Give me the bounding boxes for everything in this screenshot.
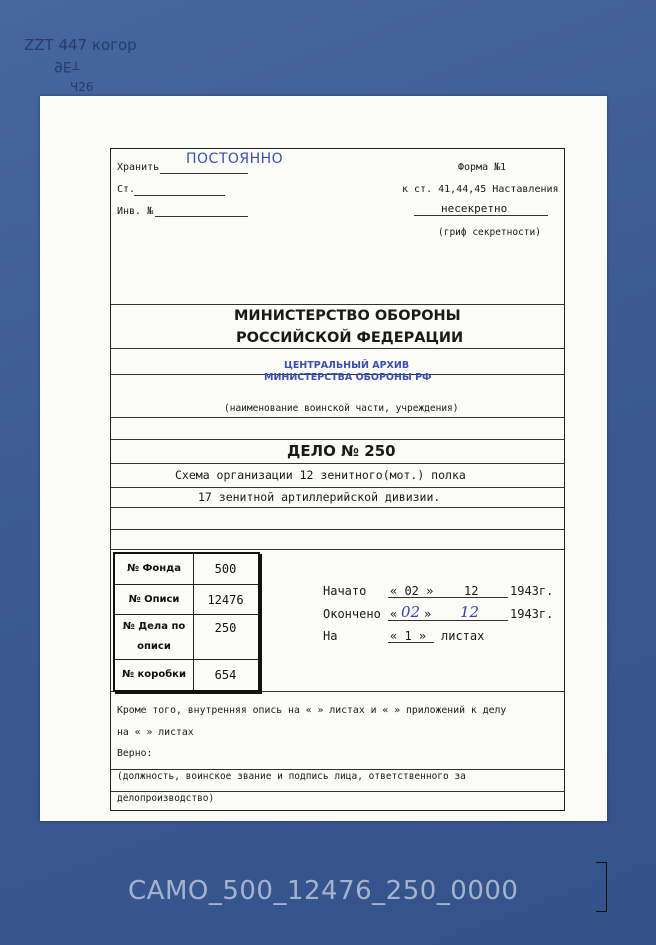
rule (111, 463, 564, 464)
rule (111, 791, 564, 792)
archive-watermark: CAMO_500_12476_250_0000 (128, 876, 519, 906)
sheets-value: « 1 » (390, 629, 427, 643)
sheets-underline (388, 642, 434, 643)
folder-scrawl-1: ZZT 447 когор (24, 36, 137, 54)
rule (111, 769, 564, 770)
st-label: Ст. (117, 184, 136, 195)
rule (111, 439, 564, 440)
start-label: Начато (323, 584, 367, 598)
end-day-handwritten: 02 (401, 603, 421, 621)
rule (111, 549, 564, 550)
inv-underline (155, 216, 248, 217)
end-day-close: » (424, 607, 432, 621)
archive-stamp-line-2: МИНИСТЕРСТВА ОБОРОНЫ РФ (264, 372, 432, 383)
start-underline (388, 597, 508, 598)
rule (111, 348, 564, 349)
keep-label: Хранить (117, 162, 160, 173)
verified-label: Верно: (117, 748, 153, 759)
rule (111, 417, 564, 418)
sheets-unit: листах (441, 629, 485, 643)
archive-stamp-line-1: ЦЕНТРАЛЬНЫЙ АРХИВ (284, 360, 410, 371)
archive-index-table (113, 552, 260, 692)
case-description-1: Схема организации 12 зенитного(мот.) полка (175, 468, 466, 482)
index-label: № Фонда (115, 554, 194, 584)
form-number: Форма №1 (458, 162, 507, 173)
index-label: № коробки (115, 660, 194, 690)
ministry-line-1: МИНИСТЕРСТВО ОБОРОНЫ (234, 308, 461, 324)
index-row-fond (115, 554, 258, 585)
folder-scrawl-2: 9Ет (54, 58, 80, 74)
st-underline (134, 195, 225, 196)
index-row-opis (115, 585, 258, 615)
index-label: № Описи (115, 585, 194, 614)
rule (111, 507, 564, 508)
case-description-2: 17 зенитной артиллерийской дивизии. (198, 490, 441, 504)
unit-caption: (наименование воинской части, учреждения) (224, 403, 459, 414)
index-value: 12476 (207, 592, 244, 607)
secrecy-value: несекретно (441, 202, 508, 215)
index-row-box (115, 660, 258, 690)
end-year: 1943г. (510, 607, 554, 621)
end-underline (388, 620, 508, 621)
case-title: ДЕЛО № 250 (287, 442, 396, 460)
start-day: « 02 » (390, 584, 434, 598)
responsible-caption-2: делопроизводство) (117, 793, 215, 804)
end-month-handwritten: 12 (460, 603, 480, 621)
ministry-line-2: РОССИЙСКОЙ ФЕДЕРАЦИИ (236, 330, 464, 346)
index-value: 500 (214, 562, 237, 576)
start-year: 1943г. (510, 584, 554, 598)
index-value: 654 (214, 668, 237, 682)
end-label: Окончено (323, 607, 381, 621)
binding-clip (596, 862, 607, 912)
folder-scrawl-3: Ч26 (70, 80, 94, 94)
inventory-note: Кроме того, внутренняя опись на « » листах и « » приложений к делу (117, 705, 507, 716)
index-label: № Дела по описи (115, 615, 194, 659)
articles-text: к ст. 41,44,45 Наставления (402, 184, 559, 195)
inventory-note-2: на « » листах (117, 727, 194, 738)
index-row-delo (115, 615, 258, 660)
inv-label: Инв. № (117, 206, 154, 217)
rule (111, 304, 564, 305)
responsible-caption: (должность, воинское звание и подпись лица, ответственного за (117, 771, 466, 782)
start-month: 12 (464, 584, 479, 598)
keep-underline (160, 173, 248, 174)
keep-stamp: ПОСТОЯННО (186, 151, 284, 167)
secrecy-caption: (гриф секретности) (438, 227, 541, 238)
sheets-label: На (323, 629, 338, 643)
end-day-open: « (390, 607, 398, 621)
index-value: 250 (214, 621, 237, 635)
rule (111, 487, 564, 488)
secrecy-underline (414, 215, 548, 216)
rule (111, 529, 564, 530)
